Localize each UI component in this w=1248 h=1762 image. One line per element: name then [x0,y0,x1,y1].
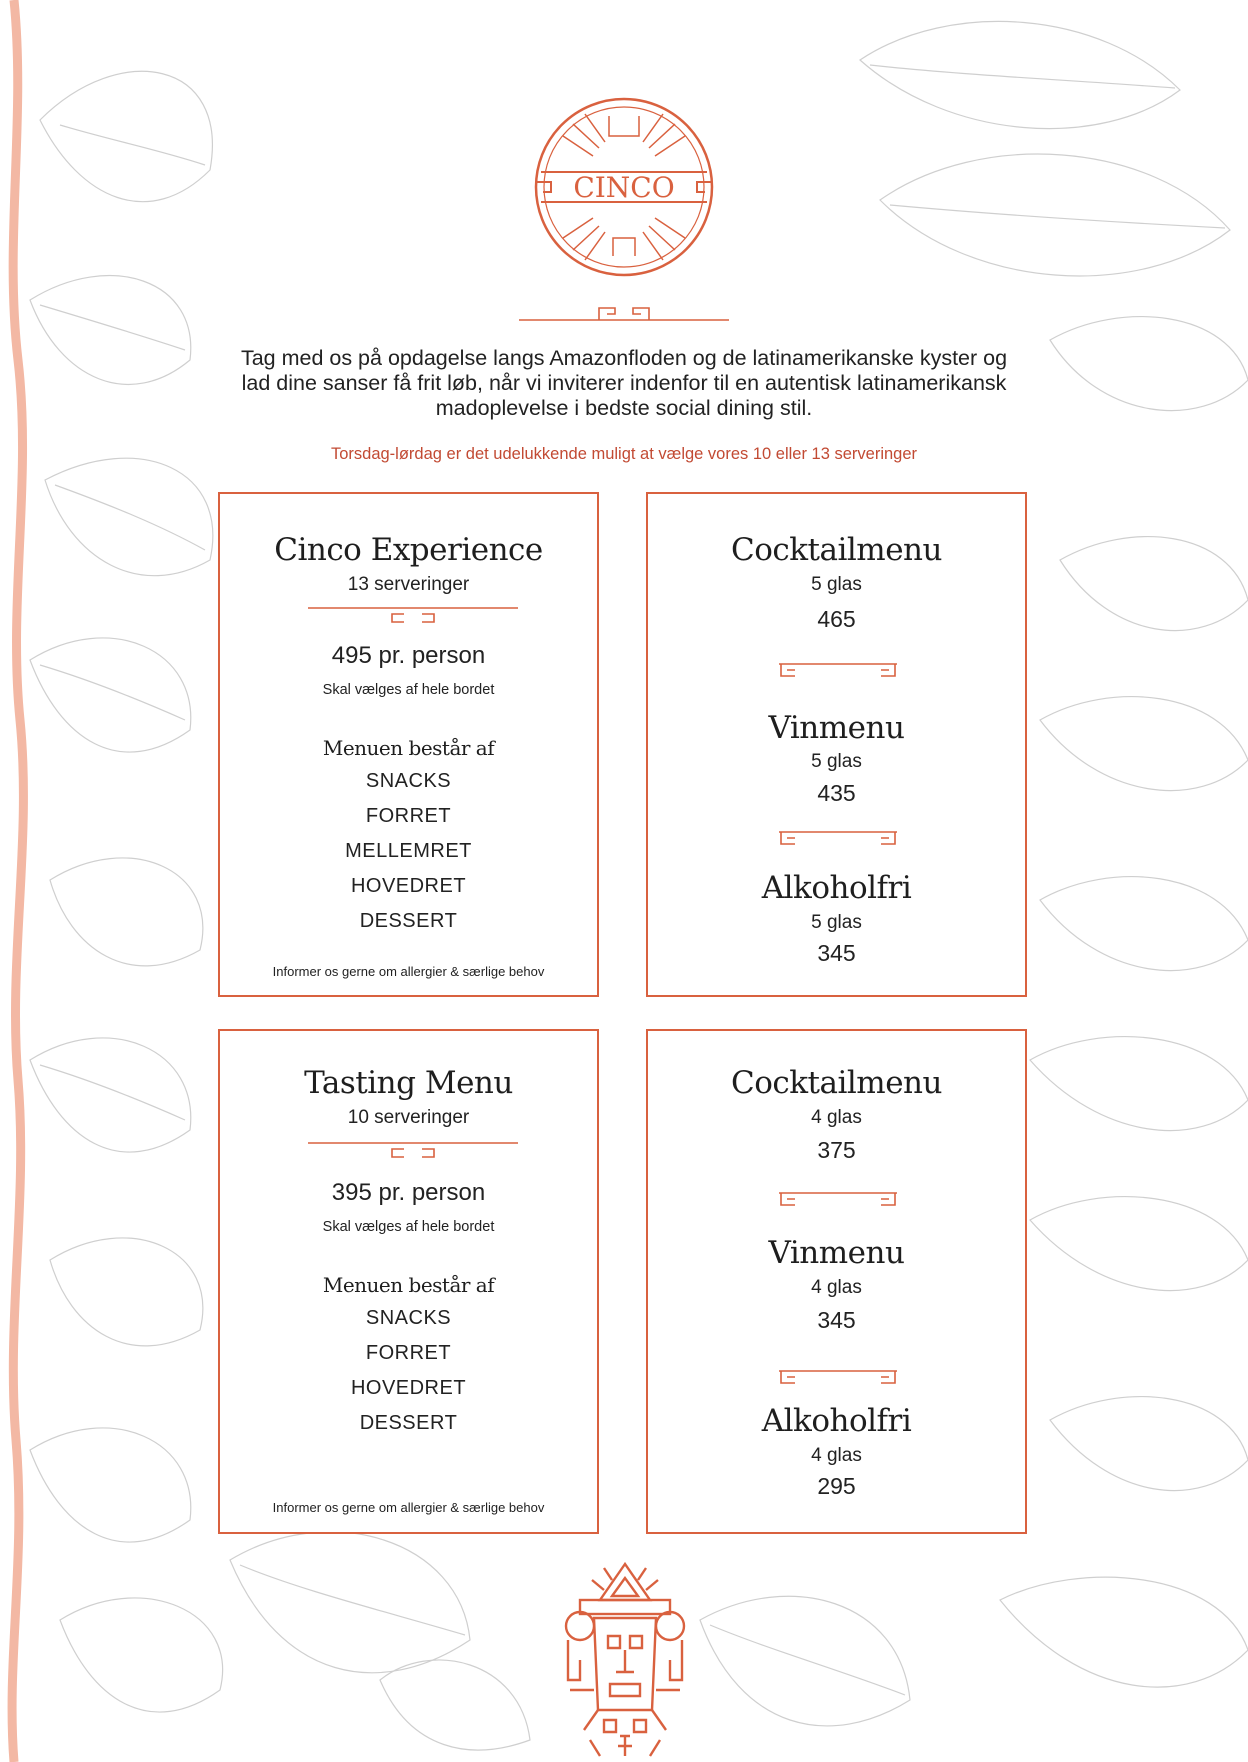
pairing-price: 375 [817,1137,856,1163]
menu-title: Cinco Experience [274,532,543,568]
pairing-title: Cocktailmenu [731,532,942,568]
course-item: SNACKS [365,1307,452,1329]
menu-price-note: Skal vælges af hele bordet [322,1219,495,1235]
menu-card-tasting-menu [218,1029,599,1534]
pairing-price: 345 [817,1307,856,1333]
divider-ornament [779,1189,897,1209]
allergy-note: Informer os gerne om allergier & særlige behov [272,964,545,979]
tribal-mascot-illustration [560,1560,690,1762]
cinco-logo [533,96,715,278]
course-item: FORRET [365,805,452,827]
menu-contents-heading: Menuen består af [322,736,495,760]
divider-ornament [779,1367,897,1387]
divider-ornament [308,1139,518,1161]
pairing-title: Alkoholfri [761,870,912,906]
intro-text [200,346,1048,421]
pairing-price: 345 [817,940,856,966]
menu-servings: 13 serveringer [347,574,470,595]
intro-line: madoplevelse i bedste social dining stil. [435,396,813,420]
course-item: HOVEDRET [350,875,467,897]
pairing-title: Cocktailmenu [731,1065,942,1101]
pairing-price: 295 [817,1473,856,1499]
menu-price: 395 pr. person [331,1179,486,1206]
pairing-glasses: 5 glas [811,912,862,933]
pairing-card-13 [646,492,1027,997]
menu-price-note: Skal vælges af hele bordet [322,682,495,698]
course-item: MELLEMRET [345,840,472,862]
pairing-glasses: 5 glas [811,751,862,772]
menu-card-cinco-experience [218,492,599,997]
course-item: DESSERT [359,1412,458,1434]
course-item: DESSERT [359,910,458,932]
intro-line: lad dine sanser få frit løb, når vi inviterer indenfor til en autentisk latinamerikansk [241,371,1007,395]
logo-wordmark: CINCO [573,171,675,204]
pairing-price: 435 [817,780,856,806]
divider-ornament [308,604,518,626]
menu-title: Tasting Menu [304,1065,513,1101]
pairing-glasses: 4 glas [811,1445,862,1466]
pairing-glasses: 4 glas [811,1277,862,1298]
divider-ornament [779,828,897,848]
wave-border [0,0,40,1762]
pairing-title: Vinmenu [768,710,905,746]
course-item: FORRET [365,1342,452,1364]
pairing-title: Vinmenu [768,1235,905,1271]
pairing-price: 465 [817,606,856,632]
pairing-glasses: 5 glas [811,574,862,595]
pairing-card-10 [646,1029,1027,1534]
menu-contents-heading: Menuen består af [322,1273,495,1297]
course-item: HOVEDRET [350,1377,467,1399]
intro-line: Tag med os på opdagelse langs Amazonfloden og de latinamerikanske kyster og [240,346,1008,370]
divider-ornament [519,302,729,324]
course-item: SNACKS [365,770,452,792]
availability-notice: Torsdag-lørdag er det udelukkende muligt at vælge vores 10 eller 13 serveringer [330,445,918,463]
pairing-glasses: 4 glas [811,1107,862,1128]
menu-price: 495 pr. person [331,642,486,669]
allergy-note: Informer os gerne om allergier & særlige behov [272,1500,545,1515]
pairing-title: Alkoholfri [761,1403,912,1439]
menu-servings: 10 serveringer [347,1107,470,1128]
divider-ornament [779,660,897,680]
